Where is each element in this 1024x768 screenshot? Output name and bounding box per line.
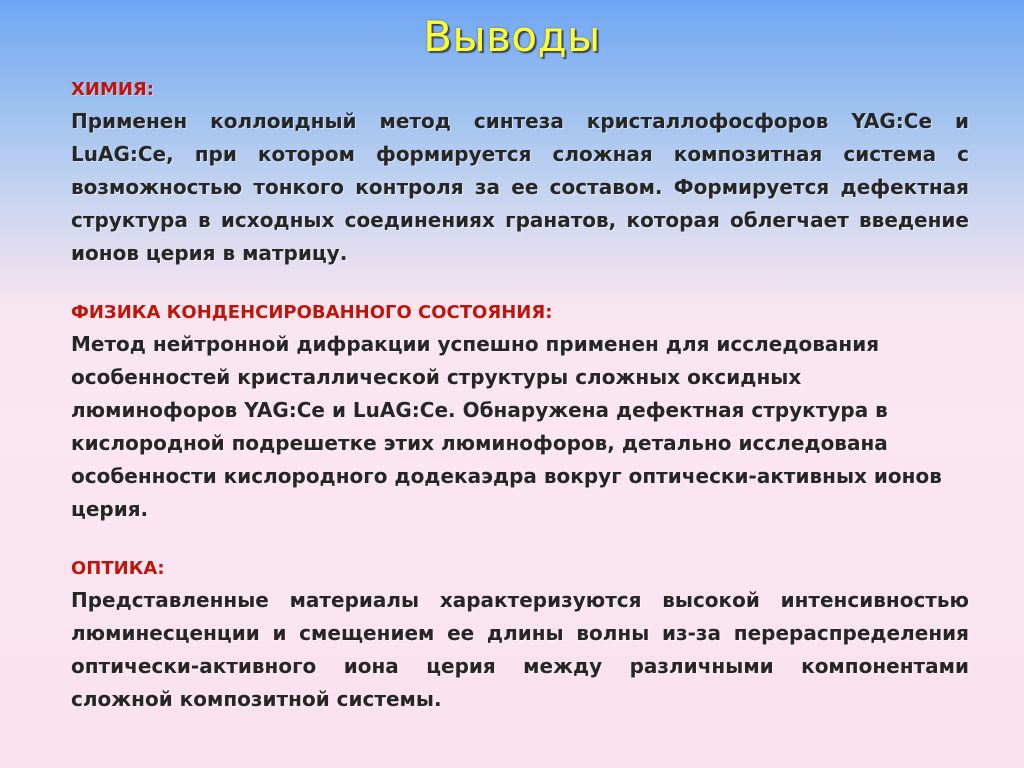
section-text: Метод нейтронной дифракции успешно применен для исследования особенностей кристаллической структуры сложных оксидных люминофоров YAG:Ce и LuAG:Ce. Обнаружена дефектная структура в кислородной подрешетке этих люминофоров, детально исследована особенности кислородного додекаэдра вокруг оптически-активных ионов церия.: [71, 332, 942, 521]
slide-content: [71, 75, 969, 716]
section-text: Представленные материалы характеризуются высокой интенсивностью люминесценции и смещением ее длины волны из-за перераспределения оптически-активного иона церия между различными компонентами сложной композитной системы.: [71, 588, 969, 711]
section-heading: ХИМИЯ:: [71, 79, 154, 100]
section-heading: ФИЗИКА КОНДЕНСИРОВАННОГО СОСТОЯНИЯ:: [71, 302, 553, 323]
section-optics: [71, 554, 969, 716]
section-heading: ОПТИКА:: [71, 558, 165, 579]
section-condensed-matter-physics: [71, 298, 969, 526]
section-chemistry: [71, 75, 969, 270]
section-text: Применен коллоидный метод синтеза кристаллофосфоров YAG:Ce и LuAG:Ce, при котором формируется сложная композитная система с возможностью тонкого контроля за ее составом. Формируется дефектная структура в исходных соединениях гранатов, которая облегчает введение ионов церия в матрицу.: [71, 109, 969, 265]
slide-title: Выводы: [423, 12, 601, 61]
section-spacer: [71, 270, 969, 298]
section-spacer: [71, 526, 969, 554]
